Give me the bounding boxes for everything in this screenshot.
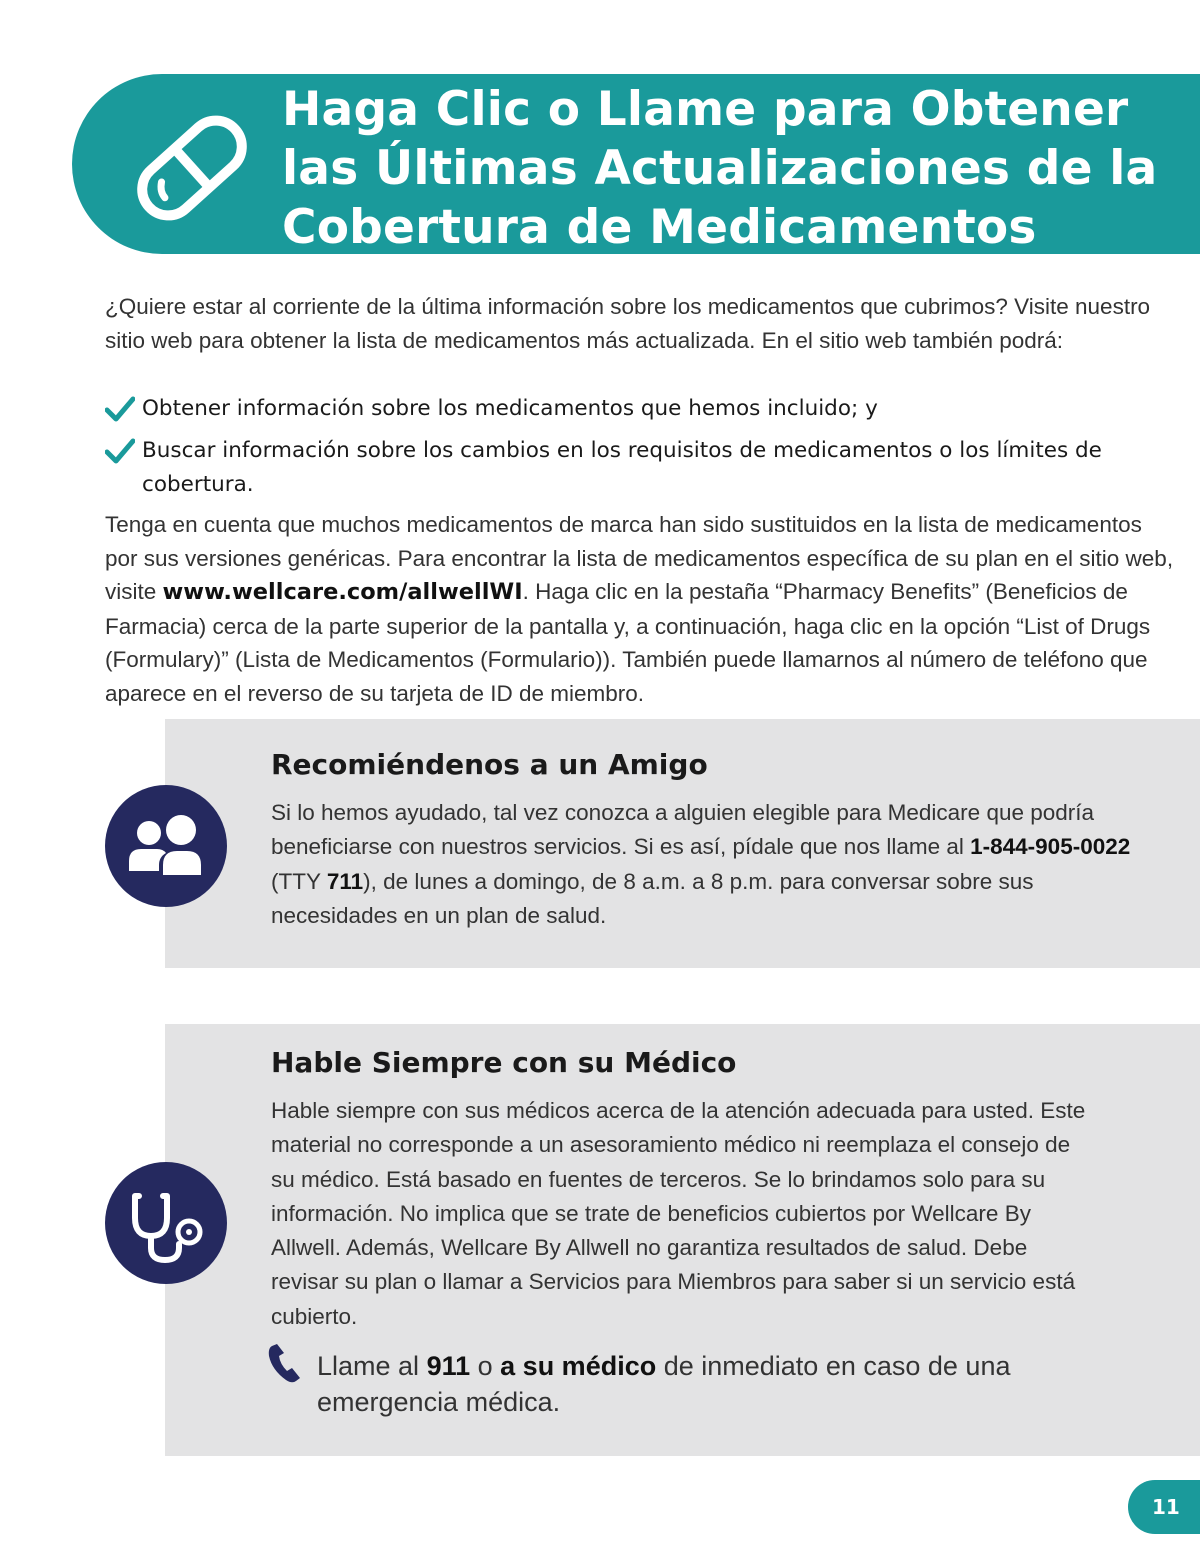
list-item-text: Buscar información sobre los cambios en los requisitos de medicamentos o los límites de cobertura. <box>142 438 1102 497</box>
doctor-text: Hable siempre con sus médicos acerca de la atención adecuada para usted. Este material no corresponde a un asesoramiento médico ni reemplaza el consejo de su médico. Está basado en fuentes de terceros. Se lo brindamos solo para su información. No implica que se trate de beneficios cubiertos por Wellcare By Allwell. Además, Wellcare By Allwell no garantiza resultados de salud. Debe revisar su plan o llamar a Servicios para Miembros para saber si un servicio está cubierto. <box>271 1098 1086 1329</box>
list-item <box>105 392 1175 426</box>
emergency-text-3: de inmediato en caso de una emergencia médica. <box>317 1351 1011 1417</box>
stethoscope-icon <box>105 1162 227 1284</box>
emergency-number: 911 <box>426 1351 471 1381</box>
list-item <box>105 434 1175 502</box>
checkmark-icon <box>105 396 135 422</box>
emergency-note <box>317 1348 1077 1420</box>
referral-text <box>271 796 1141 933</box>
website-link[interactable]: www.wellcare.com/allwellWI <box>162 579 523 605</box>
intro-paragraph: ¿Quiere estar al corriente de la última información sobre los medicamentos que cubrimos? Visite nuestro sitio web para obtener la lista de medicamentos más actualizada. En el sitio web también podrá: <box>105 294 1151 353</box>
emergency-text-2: o <box>470 1351 501 1381</box>
note-text-after: . Haga clic en la pestaña “Pharmacy Benefits” (Beneficios de Farmacia) cerca de la parte superior de la pantalla y, a continuación, haga clic en la opción “List of Drugs (Formulary)” (Lista de Medicamentos (Formulario)). También puede llamarnos al número de teléfono que aparece en el reverso de su tarjeta de ID de miembro. <box>105 579 1151 706</box>
checkmark-icon <box>105 438 135 464</box>
list-item-text: Obtener información sobre los medicamentos que hemos incluido; y <box>142 396 878 421</box>
referral-title: Recomiéndenos a un Amigo <box>271 748 708 781</box>
referral-phone: 1-844-905-0022 <box>970 834 1131 860</box>
page-number: 11 <box>1128 1480 1200 1534</box>
emergency-doctor: a su médico <box>500 1351 657 1381</box>
note-text-before: Tenga en cuenta que muchos medicamentos de marca han sido sustituidos en la lista de medicamentos por sus versiones genéricas. Para encontrar la lista de medicamentos específica de su plan en el sitio web, visite <box>105 512 1174 604</box>
pill-icon <box>128 108 256 228</box>
emergency-text-1: Llame al <box>317 1351 427 1381</box>
tty-number: 711 <box>326 868 364 894</box>
phone-icon <box>268 1342 302 1384</box>
checklist <box>105 392 1175 510</box>
referral-text-before: Si lo hemos ayudado, tal vez conozca a alguien elegible para Medicare que podría beneficiarse con nuestros servicios. Si es así, pídale que nos llame al <box>271 800 1095 860</box>
formulary-note <box>105 508 1180 710</box>
page-title: Haga Clic o Llame para Obtener las Últimas Actualizaciones de la Cobertura de Medicamentos <box>282 82 1158 255</box>
people-icon <box>105 785 227 907</box>
referral-text-after: ), de lunes a domingo, de 8 a.m. a 8 p.m. para conversar sobre sus necesidades en un plan de salud. <box>271 868 1034 928</box>
tty-label: (TTY <box>271 868 327 894</box>
doctor-title: Hable Siempre con su Médico <box>271 1046 737 1079</box>
